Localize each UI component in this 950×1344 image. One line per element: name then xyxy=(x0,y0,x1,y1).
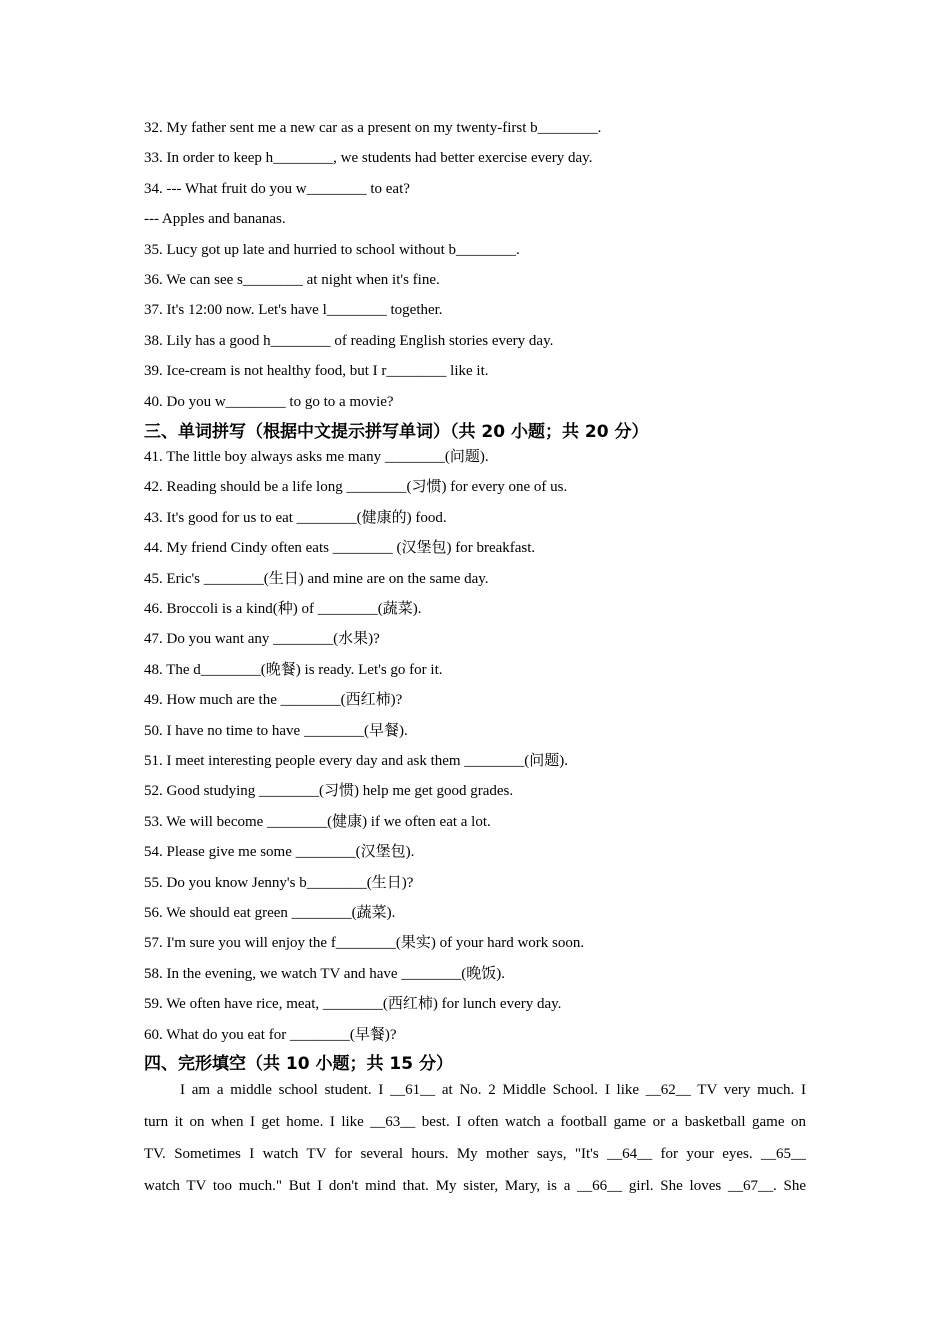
question-56: 56. We should eat green ________(蔬菜). xyxy=(144,905,396,921)
question-51: 51. I meet interesting people every day and ask them ________(问题). xyxy=(144,753,569,769)
cloze-passage xyxy=(144,1074,806,1202)
question-49: 49. How much are the ________(西红柿)? xyxy=(144,692,403,708)
question-39: 39. Ice-cream is not healthy food, but I r________ like it. xyxy=(144,363,489,379)
question-57: 57. I'm sure you will enjoy the f________(果实) of your hard work soon. xyxy=(144,935,585,951)
question-38: 38. Lily has a good h________ of reading English stories every day. xyxy=(144,333,554,349)
cloze-line: I am a middle school student. I __61__ at No. 2 Middle School. I like __62__ TV very much. I xyxy=(180,1082,806,1098)
question-34-answer: --- Apples and bananas. xyxy=(144,211,286,227)
cloze-line: TV. Sometimes I watch TV for several hours. My mother says, "It's __64__ for your eyes. __65__ xyxy=(144,1146,806,1162)
question-32: 32. My father sent me a new car as a present on my twenty-first b________. xyxy=(144,120,602,136)
question-48: 48. The d________(晚餐) is ready. Let's go for it. xyxy=(144,662,443,678)
section-3-heading: 三、单词拼写（根据中文提示拼写单词）（共 20 小题；共 20 分） xyxy=(144,422,649,442)
question-53: 53. We will become ________(健康) if we often eat a lot. xyxy=(144,814,491,830)
question-47: 47. Do you want any ________(水果)? xyxy=(144,631,380,647)
question-60: 60. What do you eat for ________(早餐)? xyxy=(144,1027,397,1043)
question-33: 33. In order to keep h________, we students had better exercise every day. xyxy=(144,150,593,166)
cloze-line: turn it on when I get home. I like __63__ best. I often watch a football game or a basketball game on xyxy=(144,1114,806,1130)
question-35: 35. Lucy got up late and hurried to school without b________. xyxy=(144,242,520,258)
question-43: 43. It's good for us to eat ________(健康的) food. xyxy=(144,510,447,526)
question-46: 46. Broccoli is a kind(种) of ________(蔬菜). xyxy=(144,601,422,617)
question-58: 58. In the evening, we watch TV and have ________(晚饭). xyxy=(144,966,506,982)
question-44: 44. My friend Cindy often eats ________ (汉堡包) for breakfast. xyxy=(144,540,536,556)
question-52: 52. Good studying ________(习惯) help me get good grades. xyxy=(144,783,514,799)
question-37: 37. It's 12:00 now. Let's have l________ together. xyxy=(144,302,443,318)
question-34: 34. --- What fruit do you w________ to eat? xyxy=(144,181,410,197)
question-40: 40. Do you w________ to go to a movie? xyxy=(144,394,394,410)
question-45: 45. Eric's ________(生日) and mine are on the same day. xyxy=(144,571,489,587)
question-36: 36. We can see s________ at night when it's fine. xyxy=(144,272,440,288)
section-4-heading: 四、完形填空（共 10 小题；共 15 分） xyxy=(144,1054,453,1074)
question-50: 50. I have no time to have ________(早餐). xyxy=(144,723,408,739)
cloze-line: watch TV too much." But I don't mind that. My sister, Mary, is a __66__ girl. She loves __67__. She xyxy=(144,1178,806,1194)
question-42: 42. Reading should be a life long ________(习惯) for every one of us. xyxy=(144,479,568,495)
question-59: 59. We often have rice, meat, ________(西红柿) for lunch every day. xyxy=(144,996,562,1012)
question-55: 55. Do you know Jenny's b________(生日)? xyxy=(144,875,414,891)
question-54: 54. Please give me some ________(汉堡包). xyxy=(144,844,415,860)
question-41: 41. The little boy always asks me many ________(问题). xyxy=(144,449,489,465)
